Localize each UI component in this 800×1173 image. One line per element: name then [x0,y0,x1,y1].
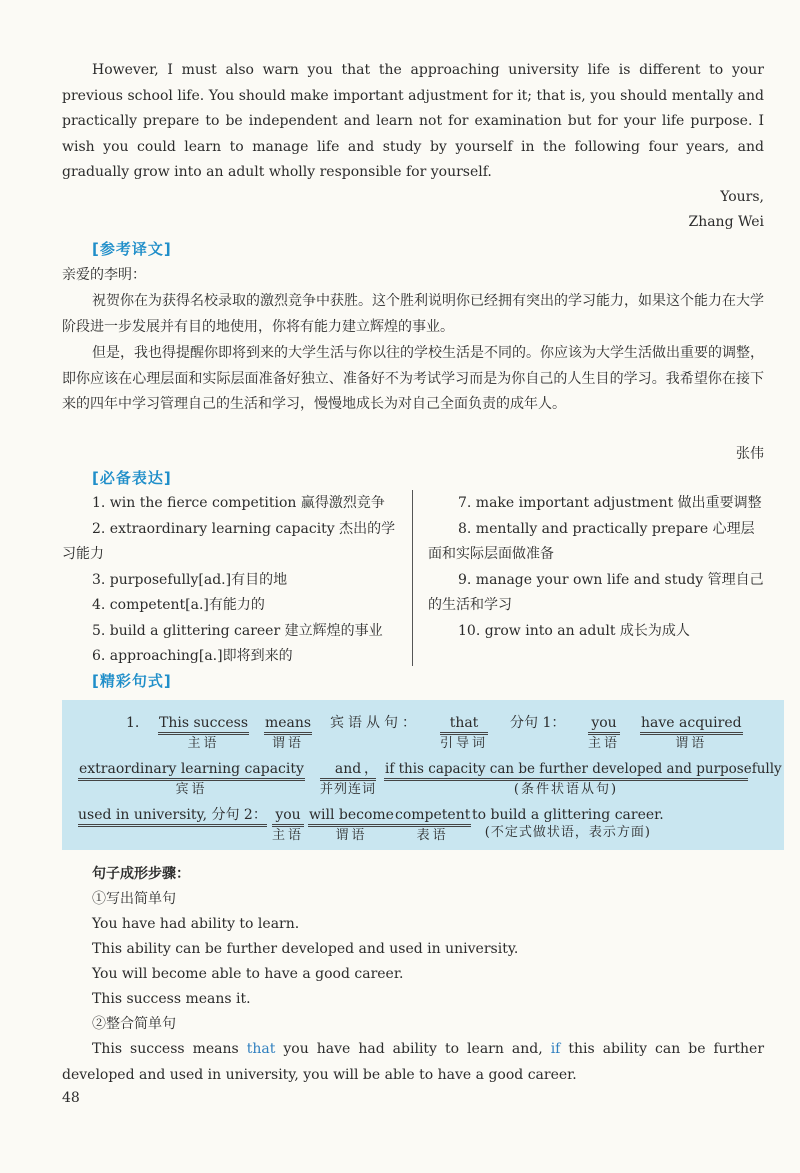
sentence-that: that 引导词 [440,715,489,751]
expression-item: 1. win the fierce competition 赢得激烈竞争 [92,495,385,511]
expression-item: 6. approaching[a.]即将到来的 [92,648,293,664]
expression-item: 2. extraordinary learning capacity 杰出的学习能力 [62,520,396,562]
page-number: 48 [62,1090,80,1106]
simple-sentence: You have had ability to learn. [92,916,300,932]
combined-sentence: This success means that you have had ability to learn and, if this ability can be further developed and used in university, you will be able to have a good career. [62,1041,765,1083]
sentence-you-1: you 主语 [588,715,621,751]
translation-paragraph-1: 祝贺你在为获得名校录取的激烈竞争中获胜。这个胜利说明你已经拥有突出的学习能力，如果这个能力在大学阶段进一步发展并有目的地使用，你将有能力建立辉煌的事业。 [62,293,764,335]
sentence-you-2: you 主语 [272,807,305,843]
sentence-number: 1. [126,715,140,731]
step-1-title: ①写出简单句 [92,891,176,907]
sentence-label: [精彩句式] [92,672,172,690]
translation-paragraph-2: 但是，我也得提醒你即将到来的大学生活与你以往的学校生活是不同的。你应该为大学生活做出重要的调整，即你应该在心理层面和实际层面准备好独立、准备好不为考试学习而是为你自己的人生目的学习。我希望你在接下来的四年中学习管理自己的生活和学习，慢慢地成长为对自己全面负责的成年人。 [62,345,764,412]
sentence-this-success: This success 主语 [159,715,249,751]
expression-item: 8. mentally and practically prepare 心理层面和实际层面做准备 [428,520,755,562]
simple-sentence: You will become able to have a good career. [92,966,404,982]
expression-item: 7. make important adjustment 做出重要调整 [458,495,762,511]
letter-signature: Zhang Wei [688,214,764,230]
step-2-title: ②整合简单句 [92,1016,176,1032]
sentence-used-in-university: used in university, 分句 2： [78,806,267,827]
sentence-means: means 谓语 [265,715,312,751]
expression-item: 4. competent[a.]有能力的 [92,597,265,613]
sentence-object-clause: 宾语从句： [330,715,420,731]
expression-item: 3. purposefully[ad.]有目的地 [92,571,288,588]
sentence-have-acquired: have acquired 谓语 [641,715,742,751]
translation-salutation: 亲爱的李明： [62,267,146,283]
expression-item: 9. manage your own life and study 管理自己的生活和学习 [428,571,764,613]
column-divider [412,490,413,666]
simple-sentence: This ability can be further developed and used in university. [92,941,519,957]
translation-signature: 张伟 [736,446,764,462]
sentence-to-build: to build a glittering career. (不定式做状语，表示方面) [472,807,664,840]
sentence-extraordinary: extraordinary learning capacity 宾语 [79,761,304,797]
letter-paragraph: However, I must also warn you that the approaching university life is different to your previous school life. You should make important adjustment for it; that is, you should mentally and practically prepare to be independent and learn not for examination but for your life purpose. I wish you could learn to manage life and study by yourself in the following four years, and gradually grow into an adult wholly responsible for yourself. [62,62,764,180]
expressions-right-column [428,491,764,644]
sentence-if-clause: if this capacity can be further developed and purposefully (条件状语从句) [385,761,782,797]
expressions-label: [必备表达] [92,469,172,487]
expression-item: 10. grow into an adult 成长为成人 [458,622,690,639]
simple-sentence: This success means it. [92,991,251,1007]
sentence-steps [92,862,772,1037]
expressions-left-column [62,491,402,670]
sentence-will-become: will become 谓语 [309,807,394,843]
translation-label: [参考译文] [92,240,172,258]
sentence-clause-1: 分句 1： [510,715,566,731]
sentence-and: and 并列连词 [320,761,377,797]
expression-item: 5. build a glittering career 建立辉煌的事业 [92,622,383,639]
sentence-comma: ， [364,761,378,777]
steps-title: 句子成形步骤： [92,866,190,882]
sentence-competent: competent 表语 [395,807,471,843]
letter-closing: Yours, [720,189,764,205]
